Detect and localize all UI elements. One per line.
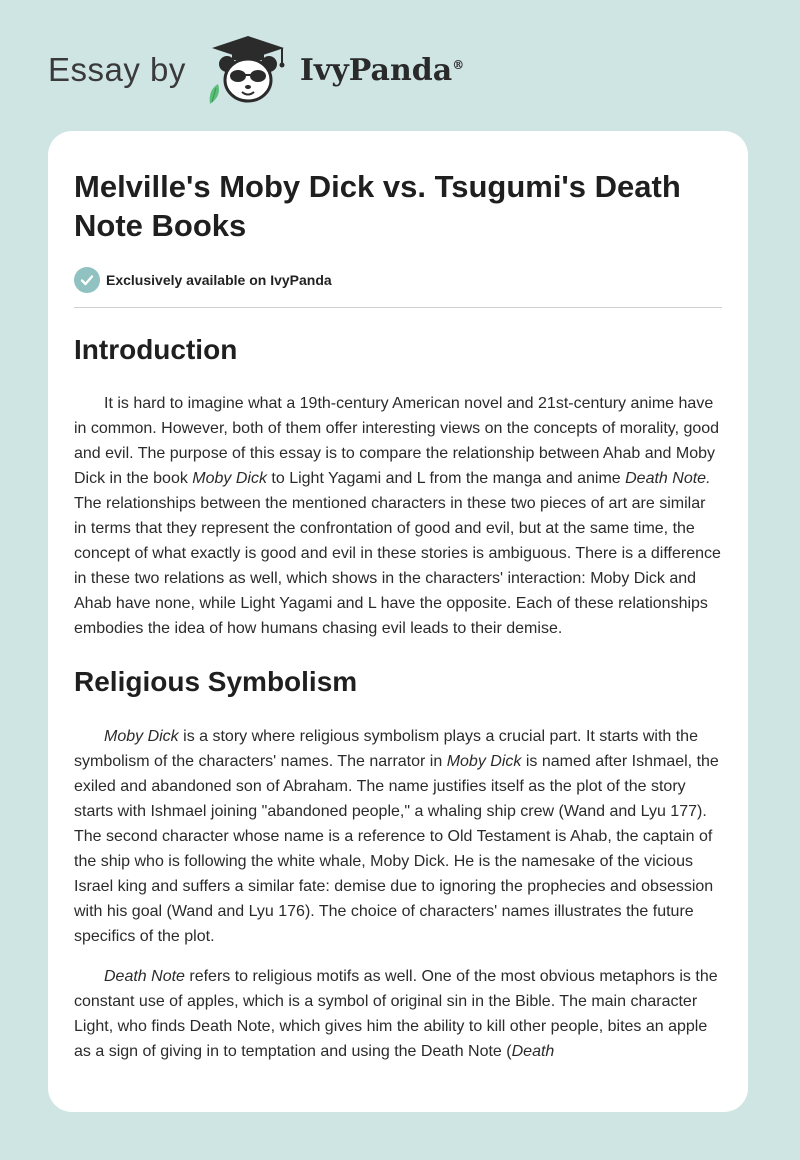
brand-name: IvyPanda® <box>299 52 465 88</box>
brand-header <box>48 30 464 110</box>
check-circle-icon <box>74 267 100 293</box>
essay-card <box>48 131 748 1112</box>
section-heading-religious-symbolism: Religious Symbolism <box>74 666 358 697</box>
introduction-paragraph: It is hard to imagine what a 19th-century American novel and 21st-century anime have in common. However, both of them offer interesting views on the concepts of morality, good and evil. The purpose of this essay is to compare the relationship between Ahab and Moby Dick in the book Moby Dick to Light Yagami and L from the manga and anime Death Note. The relationships between the mentioned characters in these two pieces of art are similar in terms that they represent the confrontation of good and evil, but at the same time, the concept of what exactly is good and evil in these stories is ambiguous. There is a difference in these two relations as well, which shows in the characters' interaction: Moby Dick and Ahab have none, while Light Yagami and L have the opposite. Each of these relationships embodies the idea of how humans chasing evil leads to their demise. <box>74 395 721 637</box>
exclusive-badge <box>74 267 722 308</box>
badge-label: Exclusively available on IvyPanda <box>106 272 332 288</box>
section-heading-introduction: Introduction <box>74 334 238 365</box>
panda-logo-icon <box>202 34 294 106</box>
religious-symbolism-paragraph-2: Death Note refers to religious motifs as well. One of the most obvious metaphors is the constant use of apples, which is a symbol of original sin in the Bible. The main character Light, who finds Death Note, which gives him the ability to kill other people, bites an apple as a sign of giving in to temptation and using the Death Note (Death <box>74 968 718 1060</box>
religious-symbolism-paragraph-1: Moby Dick is a story where religious symbolism plays a crucial part. It starts with the symbolism of the characters' names. The narrator in Moby Dick is named after Ishmael, the exiled and abandoned son of Abraham. The name justifies itself as the plot of the story starts with Ishmael joining "abandoned people," a whaling ship crew (Wand and Lyu 177). The second character whose name is a reference to Old Testament is Ahab, the captain of the ship who is following the white whale, Moby Dick. He is the namesake of the vicious Israel king and suffers a similar fate: demise due to ignoring the prophecies and obsession with his goal (Wand and Lyu 176). The choice of characters' names illustrates the future specifics of the plot. <box>74 728 719 945</box>
page-title: Melville's Moby Dick vs. Tsugumi's Death Note Books <box>74 169 681 243</box>
brand-prefix: Essay by <box>48 51 186 88</box>
